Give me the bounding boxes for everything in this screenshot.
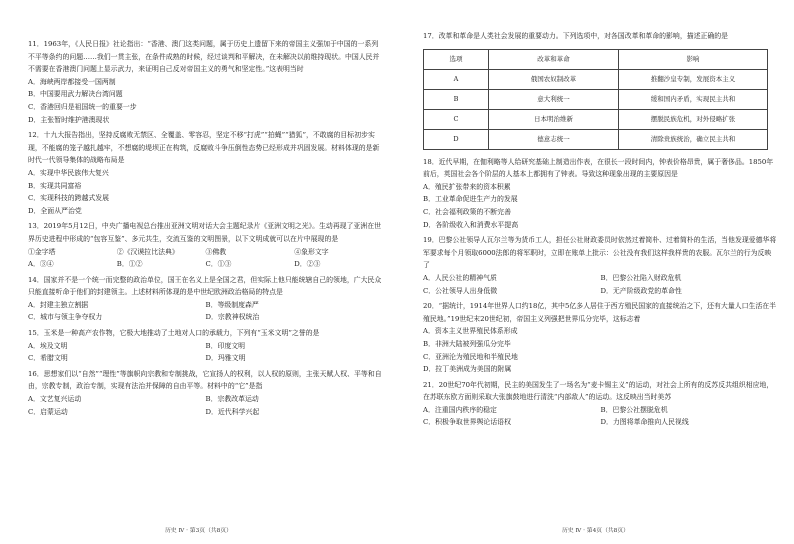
- question-block: [28, 327, 383, 365]
- answer-option: A．海峡两岸都接受一国两制: [28, 77, 116, 86]
- answer-option: A．③④: [28, 260, 54, 269]
- answer-option: B．实现共同富裕: [28, 181, 82, 190]
- answer-option: A．殖民扩张带来的资本积累: [423, 182, 511, 191]
- answer-options: [28, 76, 383, 126]
- answer-option: D．无产阶级政党的革命性: [600, 286, 682, 295]
- table-row: [424, 129, 768, 149]
- question-block: [28, 38, 383, 126]
- table-cell: 俄国农奴制改革: [489, 69, 619, 89]
- right-question-list: [423, 156, 778, 429]
- answer-option: D．全面从严治党: [28, 206, 82, 215]
- answer-option: D．近代科学兴起: [205, 407, 260, 416]
- question-stem: 16．思想家们以“自然”“理性”等旗帜向宗教和专制挑战，它宣扬人的权利，以人权的原则，主张天赋人权、平等和自由，宗教专制，政治专制，实现有法治并保障的自由平等。材料中的“它”是指: [28, 369, 382, 391]
- question-block: [423, 156, 778, 232]
- answer-option: C．启蒙运动: [28, 407, 68, 416]
- table-cell: A: [424, 69, 489, 89]
- table-header-cell: 改革和革命: [489, 49, 619, 69]
- answer-option: C．①③: [205, 260, 232, 269]
- answer-options: [28, 393, 383, 418]
- answer-option: B．巴黎公社摆脱危机: [600, 405, 668, 414]
- answer-option: B．等级制度森严: [205, 300, 259, 309]
- numbered-item: ①金字塔: [28, 247, 56, 256]
- table-cell: B: [424, 89, 489, 109]
- question-stem: 12．十九大报告指出，坚持反腐败无禁区、全覆盖、零容忍，坚定不移“打虎”“拍蝇”“猎狐”，不敢腐的目标初步实现，不能腐的笼子越扎越牢，不想腐的堤坝正在构筑，反腐败斗争压倒性态势已经形成并巩固发展。材料体现的是新时代一代领导集体的战略布局是: [28, 131, 380, 165]
- table-cell: 清除贵族统治，确立民主共和: [619, 129, 768, 149]
- answer-option: D．玛雅文明: [205, 354, 246, 363]
- answer-options: [423, 272, 778, 297]
- table-cell: 日本明治维新: [489, 109, 619, 129]
- answer-option: A．封建主独立割据: [28, 300, 89, 309]
- table-header-cell: 选项: [424, 49, 489, 69]
- question-stem: 13．2019年5月12日，中央广播电视总台推出亚洲文明对话大会主题纪录片《亚洲文明之光》。生动再现了亚洲在世界历史进程中形成的“包容互鉴”、多元共生，交流互鉴的文明图景，以下文明成就可以在片中展现的是: [28, 222, 381, 243]
- answer-options: [423, 181, 778, 231]
- question-stem: 19．巴黎公社领导人瓦尔兰等为货币工人，担任公社财政委员时依然过着简朴、过着简朴的生活，当他发现爱德华将军要求每个月领取6000法郎的将军职时，立即在账单上批示：公社没有我们这样我样贵的农服。瓦尔兰的行为反映了: [423, 236, 777, 270]
- numbered-item: ②《汉谟拉比法典》: [116, 247, 179, 256]
- answer-option: B．中国要用武力解决台湾问题: [28, 90, 123, 99]
- page-right: [397, 0, 794, 544]
- question-stem: 11．1963年，《人民日报》社论指出：“香港、澳门这类问题，属于历史上遗留下来的帝国主义强加于中国的一系列不平等条约的问题……我们一贯主张，在条件成熟的时候，经过谈判和平解决，在未解决以前维持现状。中国人民并不需要在香港澳门问题上显示武力，来证明自己反对帝国主义的勇气和坚定性。”这表明当时: [28, 40, 380, 74]
- reform-table: [423, 49, 768, 150]
- answer-option: C．社会福利政策的不断完善: [423, 207, 511, 216]
- answer-option: C．实现科技的跨越式发展: [28, 194, 110, 203]
- table-header-cell: 影响: [619, 49, 768, 69]
- answer-option: D．主张暂时维护港澳现状: [28, 115, 110, 124]
- numbered-items: [28, 246, 383, 259]
- answer-option: B．非洲大陆被列强瓜分完毕: [423, 339, 511, 348]
- answer-option: D．②③: [294, 260, 321, 269]
- answer-option: D．宗教神权统治: [205, 313, 260, 322]
- question-stem: 14．国家并不是一个统一而完整的政治单位，国王在名义上是全国之君，但实际上他只能统辖自己的领地，广大民众只能直接听命于他们的封建领主。上述材料所体现的是中世纪欧洲政治格局的特点是: [28, 275, 382, 297]
- question-stem: 15．玉米是一种高产农作物，它极大地推动了土地对人口的承载力，下列有“玉米文明”之誉的是: [28, 329, 320, 338]
- answer-option: B．宗教改革运动: [205, 395, 259, 404]
- page-footer-left: 历史 Ⅳ · 第3页（共8页）: [165, 528, 232, 534]
- question-block: [423, 234, 778, 297]
- answer-option: C．城市与领主争夺权力: [28, 313, 103, 322]
- answer-option: A．资本主义世界殖民体系形成: [423, 327, 518, 336]
- answer-option: D．力图将革命推向人民视线: [600, 418, 689, 427]
- answer-options: [423, 404, 778, 429]
- table-cell: 摆脱民族危机，对外侵略扩张: [619, 109, 768, 129]
- question-stem: 18．近代早期，在伽利略等人给研究基础上制造出作表，在很长一段时间内，钟表价格昂贵，属于奢侈品。1850年前后，英国社会各个阶层的人基本上都拥有了钟表。导致这种现象出现的主要原因是: [423, 157, 774, 179]
- question-stem: 20．“据统计，1914年世界人口约18亿，其中5亿多人居住于西方殖民国家的直接统治之下，还有大量人口生活在半殖民地。”19世纪末20世纪初，帝国主义列强把世界瓜分完毕，这标志着: [423, 302, 777, 323]
- answer-option: B．印度文明: [205, 341, 246, 350]
- answer-option: B．①②: [116, 260, 143, 269]
- answer-option: B．工业革命促进生产力的发展: [423, 195, 518, 204]
- question-stem: 17．改革和革命是人类社会发展的重要动力。下列选项中，对各国改革和革命的影响，描述正确的是: [423, 32, 729, 40]
- answer-option: C．亚洲沦为殖民地和半殖民地: [423, 352, 518, 361]
- answer-option: A．人民公社的精神气质: [423, 273, 497, 282]
- table-row: [424, 109, 768, 129]
- answer-option: A．注重国内秩序的稳定: [423, 405, 497, 414]
- answer-option: A．文艺复兴运动: [28, 395, 82, 404]
- table-cell: 推翻沙皇专制，发展资本主义: [619, 69, 768, 89]
- answer-options: [28, 258, 383, 271]
- answer-options: [423, 325, 778, 375]
- question-block: [28, 129, 383, 217]
- question-stem: 21．20世纪70年代初期，民主的美国发生了一场名为“麦卡锡主义”的运动，对社会上所有的反苏反共组织相应地，在苏联东欧方面则采取大张旗鼓地进行清洗“内部敌人”的运动。这反映出当时美苏: [423, 380, 774, 402]
- question-block: [423, 300, 778, 376]
- answer-option: C．公社领导人出身低微: [423, 286, 498, 295]
- answer-option: C．积极争取世界舆论话语权: [423, 418, 511, 427]
- question-17: [423, 30, 778, 150]
- answer-option: D．拉丁美洲成为美国的附属: [423, 365, 512, 374]
- answer-option: C．香港回归是祖国统一的重要一步: [28, 102, 137, 111]
- table-cell: D: [424, 129, 489, 149]
- table-row: [424, 69, 768, 89]
- numbered-item: ④象形文字: [294, 247, 329, 256]
- answer-option: C．希腊文明: [28, 354, 68, 363]
- question-block: [423, 379, 778, 429]
- answer-option: A．埃及文明: [28, 341, 68, 350]
- table-cell: 意大利统一: [489, 89, 619, 109]
- answer-option: B．巴黎公社陷入财政危机: [600, 273, 682, 282]
- table-cell: C: [424, 109, 489, 129]
- answer-options: [28, 167, 383, 217]
- question-block: [28, 368, 383, 418]
- left-question-list: [28, 38, 383, 418]
- question-block: [28, 274, 383, 324]
- table-cell: 德意志统一: [489, 129, 619, 149]
- question-block: [28, 220, 383, 270]
- table-row: [424, 89, 768, 109]
- numbered-item: ③佛教: [205, 247, 227, 256]
- table-header-row: [424, 49, 768, 69]
- table-cell: 缓和国内矛盾，实现民主共和: [619, 89, 768, 109]
- page-footer-right: 历史 Ⅳ · 第4页（共8页）: [562, 528, 629, 534]
- answer-options: [28, 299, 383, 324]
- answer-options: [28, 340, 383, 365]
- answer-option: A．实现中华民族伟大复兴: [28, 168, 109, 177]
- answer-option: D．各阶级收入和消费水平提高: [423, 220, 519, 229]
